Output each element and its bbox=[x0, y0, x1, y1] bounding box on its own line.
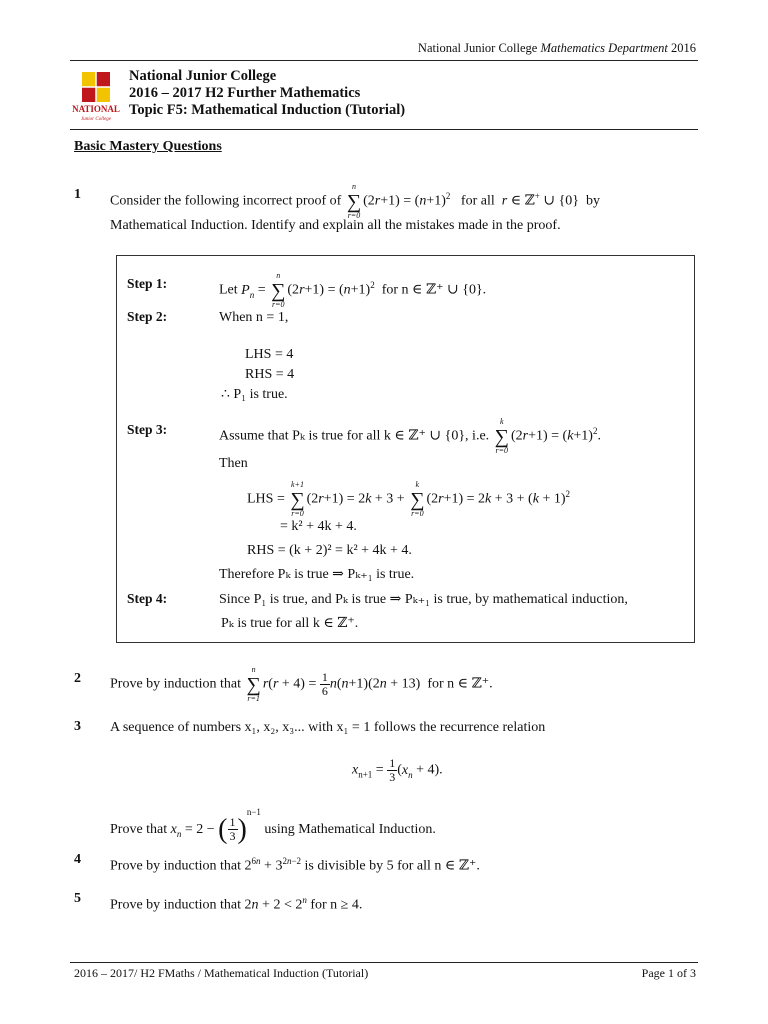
header-department: Mathematics Department bbox=[540, 41, 668, 55]
question-number-1: 1 bbox=[74, 187, 81, 202]
q2-text-b: for n ∈ ℤ⁺. bbox=[427, 676, 493, 692]
q1-text-c: by bbox=[586, 193, 601, 209]
title-rule bbox=[70, 129, 698, 130]
header-school: National Junior College bbox=[417, 41, 541, 55]
section-heading: Basic Mastery Questions bbox=[74, 139, 222, 154]
question-1-line-1: Consider the following incorrect proof of n ∑ r=0 $(2r+1) = (n+1)^2$ for all r ∈ ℤ+ ∪ {0} by bbox=[110, 181, 601, 220]
school-logo bbox=[68, 68, 124, 124]
lhs-simplified: = k² + 4k + 4. bbox=[280, 519, 357, 534]
question-number-2: 2 bbox=[74, 671, 81, 686]
page-number: Page 1 of 3 bbox=[641, 966, 696, 980]
rhs-line: RHS = (k + 2)² = k² + 4k + 4. bbox=[247, 543, 412, 558]
rhs-value: RHS = 4 bbox=[245, 367, 295, 382]
q3-prove-a: Prove that bbox=[110, 822, 168, 837]
question-number-4: 4 bbox=[74, 852, 81, 867]
title-course: 2016 – 2017 H2 Further Mathematics bbox=[129, 85, 361, 101]
q4-text-b: is divisible by 5 for all n ∈ ℤ⁺. bbox=[304, 858, 480, 874]
question-5-text: Prove by induction that $2n + 2 < 2^n$ for n ≥ 4. bbox=[110, 895, 363, 913]
crest-icon bbox=[68, 68, 124, 124]
question-1-line-2: Mathematical Induction. Identify and explain all the mistakes made in the proof. bbox=[110, 218, 561, 233]
step-3-label: Step 3: bbox=[127, 422, 168, 437]
question-number-5: 5 bbox=[74, 891, 81, 906]
q5-text-a: Prove by induction that bbox=[110, 897, 242, 913]
q1-text-a: Consider the following incorrect proof of bbox=[110, 193, 342, 209]
step-4-line-2: Pₖ is true for all k ∈ ℤ⁺. bbox=[221, 616, 359, 631]
q5-text-b: for n ≥ 4. bbox=[310, 897, 363, 913]
step-4-label: Step 4: bbox=[127, 591, 168, 606]
recurrence-relation: $x_{n+1}$ = $\frac{1}{3}$ $(x_n + 4)$. bbox=[352, 756, 443, 784]
title-school: National Junior College bbox=[129, 68, 277, 84]
running-header bbox=[418, 41, 696, 56]
question-2-text: Prove by induction that n ∑ r=1 r(r + 4) = $\frac{1}{6}$ n(n+1)(2n + 13) for n ∈ ℤ⁺. bbox=[110, 664, 493, 703]
question-number-3: 3 bbox=[74, 719, 81, 734]
proof-box bbox=[116, 255, 695, 643]
footer-left: 2016 – 2017/ H2 FMaths / Mathematical Induction (Tutorial) bbox=[74, 966, 369, 980]
question-4-text: Prove by induction that $2^{6n} + 3^{2n-2}$ is divisible by 5 for all n ∈ ℤ⁺. bbox=[110, 856, 480, 874]
header-year: 2016 bbox=[667, 41, 696, 55]
step-3-text: Assume that Pₖ is true for all k ∈ ℤ⁺ ∪ {0}, i.e. k ∑ r=0 $(2r+1) = (k+1)^2$. bbox=[219, 416, 601, 455]
step-1-label: Step 1: bbox=[127, 276, 168, 291]
header-rule bbox=[70, 60, 698, 61]
step-2-label: Step 2: bbox=[127, 309, 168, 324]
question-3-line-1: A sequence of numbers x₁, x₂, x₃... with x₁ = 1 follows the recurrence relation bbox=[110, 720, 546, 735]
document-title bbox=[129, 68, 405, 119]
q3-prove-b: using Mathematical Induction. bbox=[264, 822, 436, 837]
p1-true: ∴ P₁ is true. bbox=[221, 387, 288, 402]
q4-text-a: Prove by induction that bbox=[110, 858, 242, 874]
logo-wordmark: NATIONAL bbox=[72, 104, 120, 114]
logo-subtext: Junior College bbox=[81, 117, 111, 122]
title-topic: Topic F5: Mathematical Induction (Tutorial) bbox=[129, 102, 406, 118]
q1-text-b: for all bbox=[460, 193, 495, 209]
step-1-let: Let bbox=[219, 282, 238, 298]
q2-text-a: Prove by induction that bbox=[110, 676, 242, 692]
therefore-line: Therefore Pₖ is true ⇒ Pₖ₊₁ is true. bbox=[219, 567, 415, 582]
then-text: Then bbox=[219, 456, 248, 471]
footer-rule bbox=[70, 962, 698, 963]
lhs-value: LHS = 4 bbox=[245, 347, 294, 362]
step-3-assume: Assume that Pₖ is true for all k ∈ ℤ⁺ ∪ {0}, i.e. bbox=[219, 428, 490, 444]
step-1-text: Let $P_n$ = n ∑ r=0 $(2r+1) = (n+1)^2$ for n ∈ ℤ⁺ ∪ {0}. bbox=[219, 270, 487, 309]
step-4-line-1: Since P₁ is true, and Pₖ is true ⇒ Pₖ₊₁ is true, by mathematical induction, bbox=[219, 592, 628, 607]
step-2-text: When n = 1, bbox=[219, 310, 289, 325]
step-1-domain: for n ∈ ℤ⁺ ∪ {0}. bbox=[381, 282, 487, 298]
question-3-prove: Prove that $x_n = 2$ − ( $\frac{1}{3}$ )$^{n-1}$ using Mathematical Induction. bbox=[110, 807, 436, 845]
lhs-expansion: LHS = k+1 ∑ r=0 (2r+1) = 2k + 3 + k ∑ r=0 $(2r+1) = 2k + 3 + (k + 1)^2$ bbox=[247, 479, 570, 518]
